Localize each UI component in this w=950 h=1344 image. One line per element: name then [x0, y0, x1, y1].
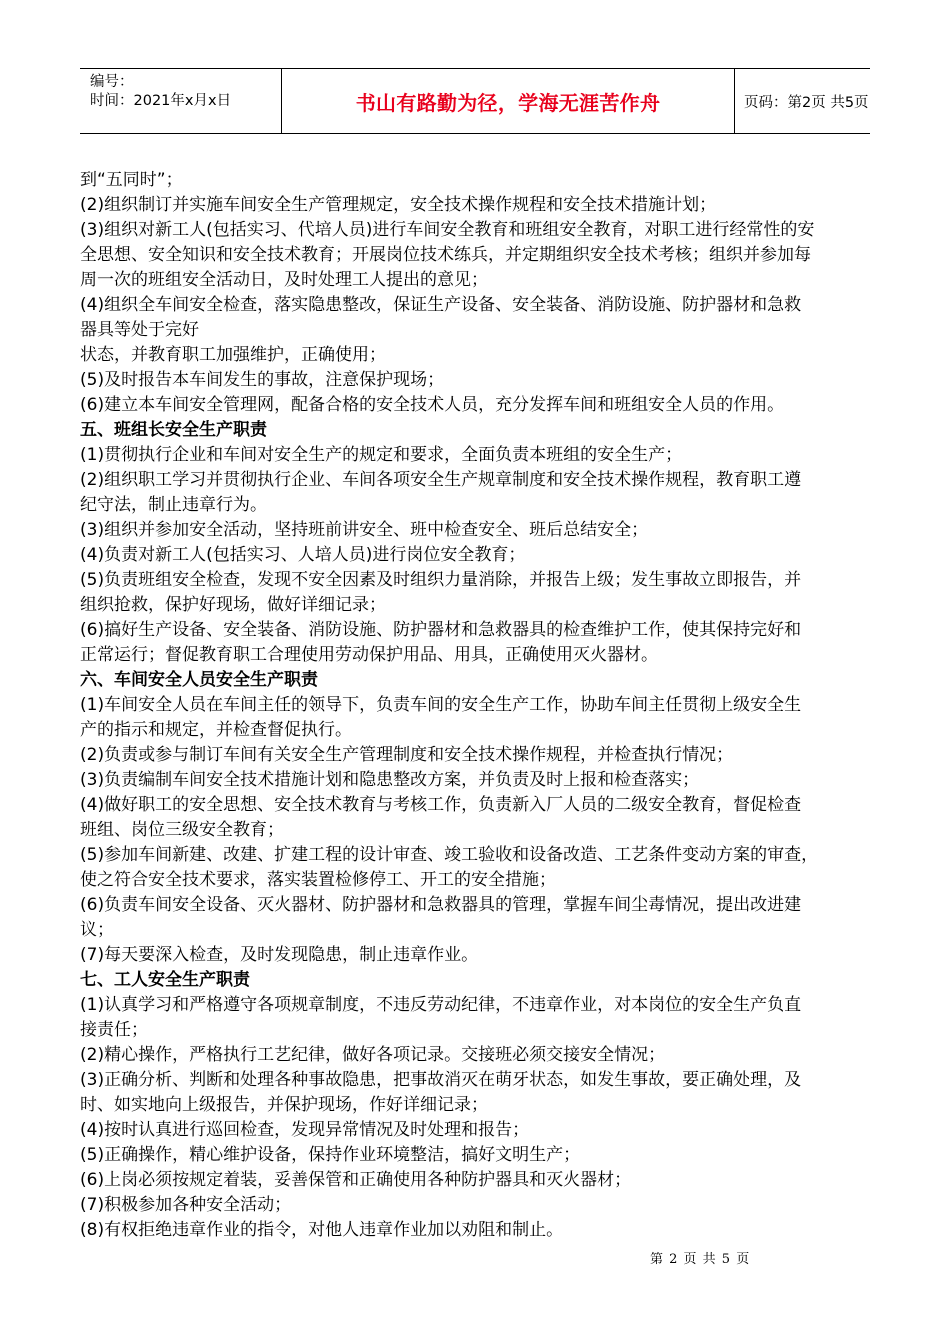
- section-heading: 五、班组长安全生产职责: [80, 420, 267, 440]
- body-line: (6)上岗必须按规定着装，妥善保管和正确使用各种防护器具和灭火器材；: [80, 1170, 632, 1190]
- body-line: 全思想、安全知识和安全技术教育；开展岗位技术练兵，并定期组织安全技术考核；组织并参加每: [80, 245, 811, 265]
- body-line: (6)搞好生产设备、安全装备、消防设施、防护器材和急救器具的检查维护工作，使其保持完好和: [80, 620, 802, 640]
- header-motto: 书山有路勤为径，学海无涯苦作舟: [355, 90, 661, 115]
- body-line: (4)做好职工的安全思想、安全技术教育与考核工作，负责新入厂人员的二级安全教育，督促检查: [80, 795, 802, 815]
- body-line: (3)组织对新工人(包括实习、代培人员)进行车间安全教育和班组安全教育，对职工进行经常性的安: [80, 220, 815, 240]
- body-line: 班组、岗位三级安全教育；: [80, 820, 284, 840]
- body-line: (1)车间安全人员在车间主任的领导下，负责车间的安全生产工作，协助车间主任贯彻上级安全生: [80, 695, 802, 715]
- doc-time-label: 时间：2021年x月x日: [90, 93, 232, 109]
- body-line: (4)按时认真进行巡回检查，发现异常情况及时处理和报告；: [80, 1120, 530, 1140]
- body-line: (6)建立本车间安全管理网，配备合格的安全技术人员，充分发挥车间和班组安全人员的作用。: [80, 395, 785, 415]
- body-line: 周一次的班组安全活动日，及时处理工人提出的意见；: [80, 270, 488, 290]
- body-line: 状态，并教育职工加强维护，正确使用；: [80, 345, 386, 365]
- page-header: [80, 68, 870, 134]
- body-line: (2)精心操作，严格执行工艺纪律，做好各项记录。交接班必须交接安全情况；: [80, 1045, 666, 1065]
- page-footer: 第 2 页 共 5 页: [650, 1252, 751, 1267]
- body-line: 议；: [80, 920, 114, 940]
- header-page-info: 页码：第2页 共5页: [744, 94, 869, 111]
- body-line: (2)组织职工学习并贯彻执行企业、车间各项安全生产规章制度和安全技术操作规程，教育职工遵: [80, 470, 802, 490]
- body-line: 组织抢救，保护好现场，做好详细记录；: [80, 595, 386, 615]
- body-line: 使之符合安全技术要求，落实装置检修停工、开工的安全措施；: [80, 870, 556, 890]
- body-line: 时、如实地向上级报告，并保护现场，作好详细记录；: [80, 1095, 488, 1115]
- body-line: (5)及时报告本车间发生的事故，注意保护现场；: [80, 370, 445, 390]
- doc-number-label: 编号：: [90, 74, 134, 90]
- body-line: (4)组织全车间安全检查，落实隐患整改，保证生产设备、安全装备、消防设施、防护器材和急救: [80, 295, 802, 315]
- header-page-cell: [735, 69, 870, 133]
- body-line: (7)每天要深入检查，及时发现隐患，制止违章作业。: [80, 945, 479, 965]
- body-line: (6)负责车间安全设备、灭火器材、防护器材和急救器具的管理，掌握车间尘毒情况，提出改进建: [80, 895, 802, 915]
- body-line: (2)组织制订并实施车间安全生产管理规定，安全技术操作规程和安全技术措施计划；: [80, 195, 717, 215]
- header-meta-cell: [80, 69, 282, 133]
- body-line: (7)积极参加各种安全活动；: [80, 1195, 292, 1215]
- body-line: 产的指示和规定，并检查督促执行。: [80, 720, 352, 740]
- body-line: 到“五同时”；: [80, 170, 183, 190]
- header-motto-cell: [282, 69, 735, 133]
- body-line: (5)负责班组安全检查，发现不安全因素及时组织力量消除，并报告上级；发生事故立即报告，并: [80, 570, 802, 590]
- body-line: (8)有权拒绝违章作业的指令，对他人违章作业加以劝阻和制止。: [80, 1220, 564, 1240]
- section-heading: 六、车间安全人员安全生产职责: [80, 670, 318, 690]
- body-line: (2)负责或参与制订车间有关安全生产管理制度和安全技术操作规程，并检查执行情况；: [80, 745, 734, 765]
- body-line: (1)认真学习和严格遵守各项规章制度，不违反劳动纪律，不违章作业，对本岗位的安全生产负直: [80, 995, 802, 1015]
- document-body: [80, 168, 904, 1243]
- body-line: 接责任；: [80, 1020, 148, 1040]
- body-line: 器具等处于完好: [80, 320, 199, 340]
- section-heading: 七、工人安全生产职责: [80, 970, 250, 990]
- body-line: (3)组织并参加安全活动，坚持班前讲安全、班中检查安全、班后总结安全；: [80, 520, 649, 540]
- body-line: (3)负责编制车间安全技术措施计划和隐患整改方案，并负责及时上报和检查落实；: [80, 770, 700, 790]
- body-line: 纪守法，制止违章行为。: [80, 495, 267, 515]
- body-line: (5)正确操作，精心维护设备，保持作业环境整洁，搞好文明生产；: [80, 1145, 581, 1165]
- body-line: (1)贯彻执行企业和车间对安全生产的规定和要求，全面负责本班组的安全生产；: [80, 445, 683, 465]
- body-line: (4)负责对新工人(包括实习、人培人员)进行岗位安全教育；: [80, 545, 526, 565]
- body-line: 正常运行；督促教育职工合理使用劳动保护用品、用具，正确使用灭火器材。: [80, 645, 658, 665]
- body-line: (3)正确分析、判断和处理各种事故隐患，把事故消灭在萌牙状态，如发生事故，要正确处理，及: [80, 1070, 802, 1090]
- body-line: (5)参加车间新建、改建、扩建工程的设计审查、竣工验收和设备改造、工艺条件变动方案的审查，: [80, 845, 819, 865]
